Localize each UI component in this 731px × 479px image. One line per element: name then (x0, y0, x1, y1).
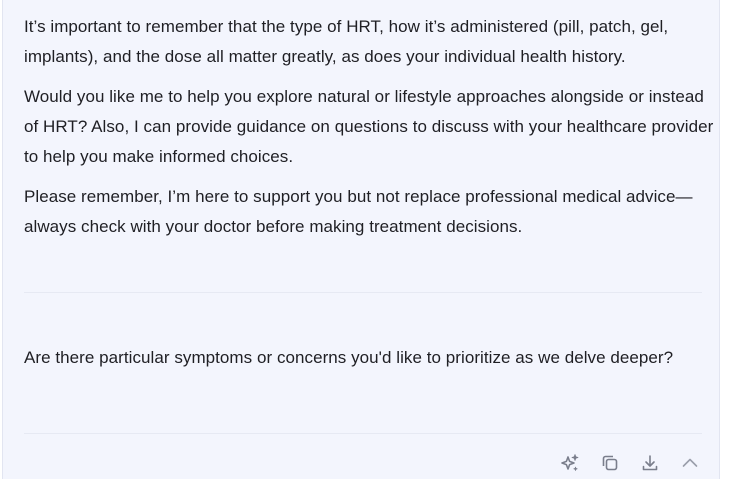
copy-icon (600, 453, 620, 473)
follow-up-question: Are there particular symptoms or concerns you'd like to prioritize as we delve deeper? (24, 348, 674, 367)
copy-button[interactable] (598, 451, 622, 475)
sparkle-icon (560, 453, 580, 473)
toolbar-divider (24, 433, 702, 434)
message-paragraph-1: It’s important to remember that the type of HRT, how it’s administered (pill, patch, gel, implants), and the dose all matter greatly, as does your individual health history. (24, 17, 669, 66)
download-icon (640, 453, 660, 473)
message-paragraph-2: Would you like me to help you explore natural or lifestyle approaches alongside or instead of HRT? Also, I can provide guidance on questions to discuss with your healthcare provider to help you make informed choices. (24, 87, 714, 166)
ai-sparkle-button[interactable] (558, 451, 582, 475)
section-divider (24, 292, 702, 293)
download-button[interactable] (638, 451, 662, 475)
message-toolbar (558, 451, 702, 475)
chevron-up-icon (680, 453, 700, 473)
message-paragraph-3: Please remember, I’m here to support you but not replace professional medical advice—always check with your doctor before making treatment decisions. (24, 187, 693, 236)
collapse-button[interactable] (678, 451, 702, 475)
assistant-message-card (2, 0, 720, 479)
